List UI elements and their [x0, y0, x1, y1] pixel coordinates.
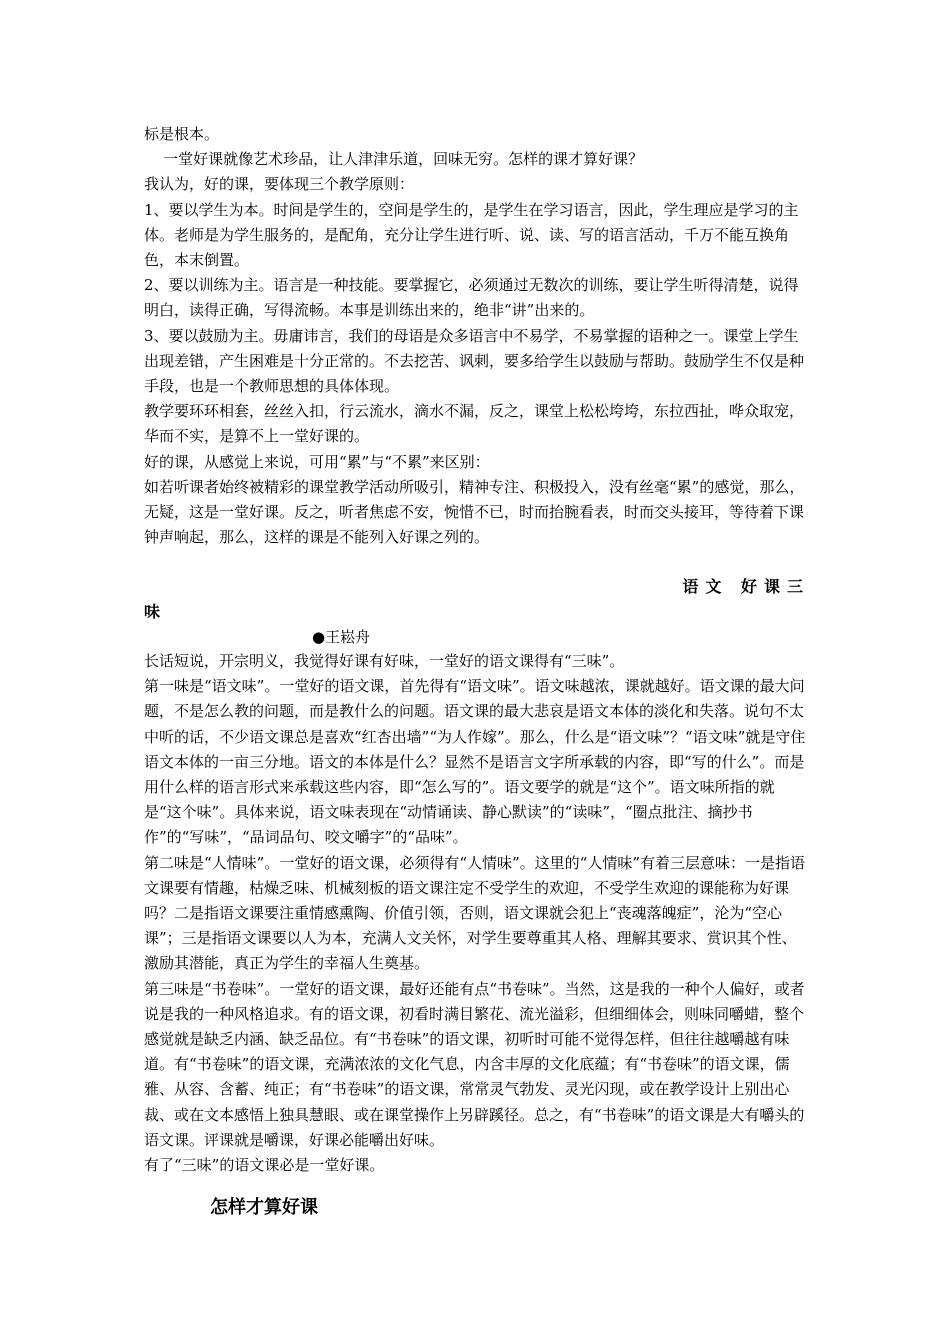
- paragraph: 如若听课者始终被精彩的课堂教学活动所吸引，精神专注、积极投入，没有丝毫“累”的感觉，那么，无疑，这是一堂好课。反之，听者焦虑不安，惋惜不已，时而抬腕看表，时而交头接耳，等待着下课钟声响起，那么，这样的课是不能列入好课之列的。: [144, 477, 805, 547]
- section-heading: 怎样才算好课: [210, 1197, 318, 1218]
- paragraph: 2、要以训练为主。语言是一种技能。要掌握它，必须通过无数次的训练，要让学生听得清楚，说得明白，读得正确，写得流畅。本事是训练出来的，绝非“讲”出来的。: [144, 276, 799, 320]
- paragraph: 好的课，从感觉上来说，可用“累”与“不累”来区别：: [144, 452, 490, 471]
- article-title-line-2: 味: [144, 602, 161, 621]
- article-author: ●王崧舟: [312, 628, 371, 646]
- section-teaching-principles: [144, 122, 810, 550]
- article-title-line-1: 语文 好课三: [682, 577, 810, 596]
- paragraph: 3、要以鼓励为主。毋庸讳言，我们的母语是众多语言中不易学，不易掌握的语种之一。课堂上学生出现差错，产生困难是十分正常的。不去挖苦、讽刺，要多给学生以鼓励与帮助。鼓励学生不仅是种手段，也是一个教师思想的具体体现。: [144, 326, 805, 396]
- section-three-flavors: [144, 649, 810, 1178]
- paragraph: 标是根本。: [144, 125, 220, 143]
- paragraph: 第二味是“人情味”。一堂好的语文课，必须得有“人情味”。这里的“人情味”有着三层意味：一是指语文课要有情趣，枯燥乏味、机械刻板的语文课注定不受学生的欢迎，不受学生欢迎的课能称为好课吗？二是指语文课要注重情感熏陶、价值引领，否则，语文课就会犯上“丧魂落魄症”，沦为“空心课”；三是指语文课要以人为本，充满人文关怀，对学生要尊重其人格、理解其要求、赏识其个性、激励其潜能，真正为学生的幸福人生奠基。: [144, 853, 806, 973]
- paragraph: 有了“三味”的语文课必是一堂好课。: [144, 1156, 385, 1175]
- paragraph: 第一味是“语文味”。一堂好的语文课，首先得有“语文味”。语文味越浓，课就越好。语文课的最大问题，不是怎么教的问题，而是教什么的问题。语文课的最大悲哀是语文本体的淡化和失落。说句不太中听的话，不少语文课总是喜欢“红杏出墙”“为人作嫁”。那么，什么是“语文味”？“语文味”就是守住语文本体的一亩三分地。语文的本体是什么？显然不是语言文字所承载的内容，即“写的什么”。而是用什么样的语言形式来承载这些内容，即“怎么写的”。语文要学的就是“这个”。语文味所指的就是“这个味”。具体来说，语文味表现在“动情诵读、静心默读”的“读味”，“圈点批注、摘抄书作”的“写味”，“品词品句、咬文嚼字”的“品味”。: [144, 677, 806, 847]
- paragraph: 1、要以学生为本。时间是学生的，空间是学生的，是学生在学习语言，因此，学生理应是学习的主体。老师是为学生服务的，是配角，充分让学生进行听、说、读、写的语言活动，千万不能互换角色，本末倒置。: [144, 200, 799, 270]
- paragraph: 教学要环环相套，丝丝入扣，行云流水，滴水不漏，反之，课堂上松松垮垮，东拉西扯，哗众取宠，华而不实，是算不上一堂好课的。: [144, 402, 805, 446]
- paragraph: 我认为，好的课，要体现三个教学原则：: [144, 175, 415, 194]
- paragraph: 一堂好课就像艺术珍品，让人津津乐道，回味无穷。怎样的课才算好课？: [144, 150, 644, 169]
- paragraph: 第三味是“书卷味”。一堂好的语文课，最好还能有点“书卷味”。当然，这是我的一种个人偏好，或者说是我的一种风格追求。有的语文课，初看时满目繁花、流光溢彩，但细细体会，则味同嚼蜡，整个感觉就是缺乏内涵、缺乏品位。有“书卷味”的语文课，初听时可能不觉得怎样，但往往越嚼越有味道。有“书卷味”的语文课，充满浓浓的文化气息，内含丰厚的文化底蕴；有“书卷味”的语文课，儒雅、从容、含蓄、纯正；有“书卷味”的语文课，常常灵气勃发、灵光闪现，或在教学设计上别出心裁、或在文本感悟上独具慧眼、或在课堂操作上另辟蹊径。总之，有“书卷味”的语文课是大有嚼头的语文课。评课就是嚼课，好课必能嚼出好味。: [144, 979, 805, 1149]
- article-title: [144, 574, 810, 624]
- paragraph: 长话短说，开宗明义，我觉得好课有好味，一堂好的语文课得有“三味”。: [144, 652, 625, 670]
